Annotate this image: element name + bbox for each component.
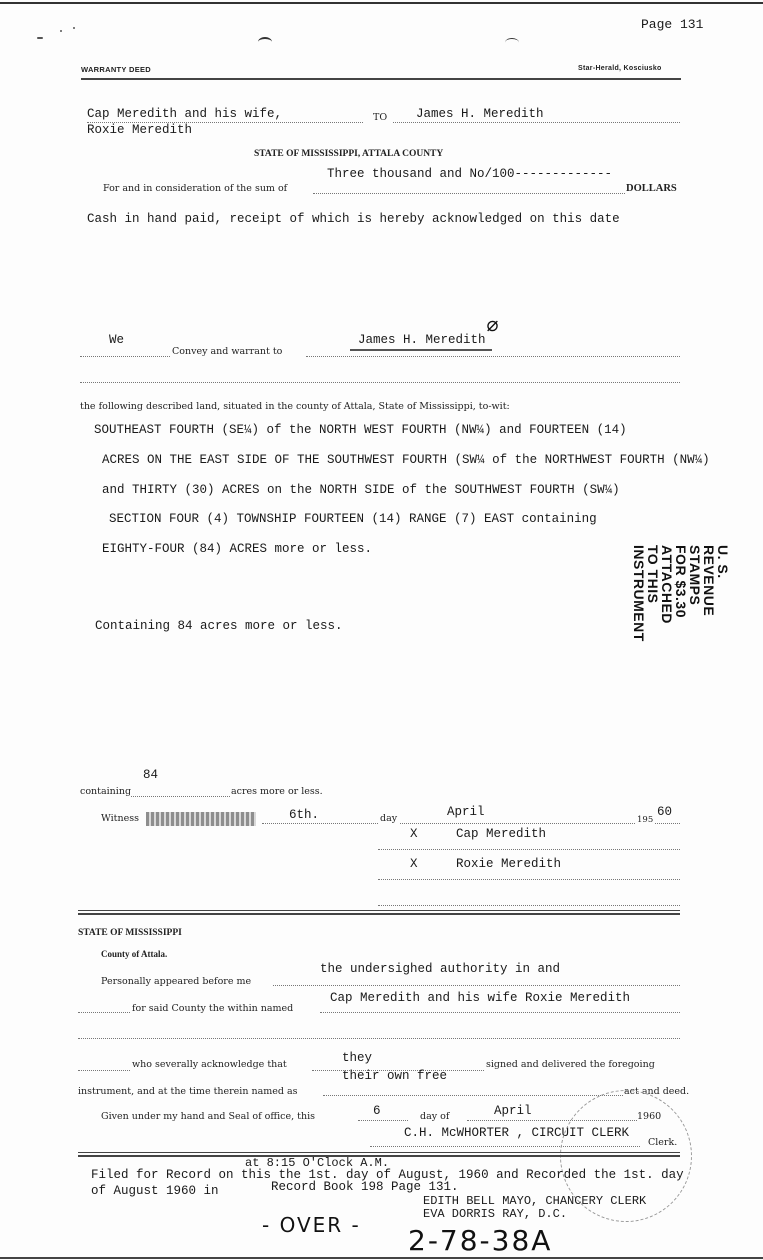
payment-terms: Cash in hand paid, receipt of which is hereby acknowledged on this date	[87, 212, 620, 226]
legal-description-line: ACRES ON THE EAST SIDE OF THE SOUTHWEST FOURTH (SW¼ of the NORTHWEST FOURTH (NW¼)	[102, 453, 710, 467]
legal-description-line: EIGHTY-FOUR (84) ACRES more or less.	[102, 542, 373, 556]
containing-acres-typed: Containing 84 acres more or less.	[95, 619, 343, 633]
scan-speck	[73, 27, 75, 29]
ack-act-line	[323, 1095, 623, 1096]
signature-mark: X	[410, 827, 418, 841]
acres-more-or-less-label: acres more or less.	[231, 786, 323, 797]
signature-mark: X	[410, 857, 418, 871]
day-label: day	[380, 813, 398, 824]
ack-named-line-pre	[78, 1012, 130, 1013]
ack-authority-line	[273, 985, 680, 986]
convey-warrant-label: Convey and warrant to	[172, 346, 283, 357]
state-county-heading: STATE OF MISSISSIPPI, ATTALA COUNTY	[254, 149, 444, 159]
chancery-clerk-name: EDITH BELL MAYO, CHANCERY CLERK	[423, 1194, 647, 1208]
handwritten-over-note: - OVER -	[262, 1213, 361, 1237]
ack-county-label: for said County the within named	[132, 1003, 294, 1014]
header-rule	[81, 78, 681, 80]
conveyance-field-line	[306, 356, 680, 357]
grantee-field-line	[393, 122, 680, 123]
ack-given-day-line	[358, 1120, 408, 1121]
page-number: Page 131	[641, 17, 704, 32]
ack-given-label: Given under my hand and Seal of office, this	[101, 1111, 315, 1122]
deputy-clerk-name: EVA DORRIS RAY, D.C.	[423, 1207, 568, 1221]
section-divider	[78, 1152, 680, 1153]
handwritten-file-number: 2-78-38A	[408, 1224, 553, 1257]
scan-mark-arc	[505, 38, 519, 47]
land-description-intro: the following described land, situated in the county of Attala, State of Mississippi, to-wit:	[80, 401, 510, 412]
containing-label: containing	[80, 786, 132, 797]
legal-description-line: and THIRTY (30) ACRES on the NORTH SIDE of the SOUTHWEST FOURTH (SW¼)	[102, 483, 620, 497]
ack-act-deed-label: act and deed.	[624, 1086, 690, 1097]
ack-state-heading: STATE OF MISSISSIPPI	[78, 928, 182, 938]
year-prefix: 195	[637, 815, 654, 825]
witness-day-line	[262, 823, 378, 824]
revenue-stamp	[631, 545, 732, 725]
revenue-stamp-line: TO THIS INSTRUMENT	[631, 545, 661, 642]
witness-day-value: 6th.	[289, 808, 320, 822]
ack-appeared-label: Personally appeared before me	[101, 976, 252, 987]
signature-line	[378, 849, 680, 850]
filing-record-book: Record Book 198 Page 131.	[271, 1180, 459, 1194]
blank-field-line	[80, 382, 680, 383]
ack-day-of-label: day of	[420, 1111, 450, 1122]
grantor-word: We	[109, 333, 125, 347]
ack-instrument-label: instrument, and at the time therein named as	[78, 1086, 298, 1097]
ack-given-day: 6	[373, 1104, 381, 1118]
grantor-word-line	[80, 356, 170, 357]
signature-name: Roxie Meredith	[456, 857, 562, 871]
legal-description-line: SOUTHEAST FOURTH (SE¼) of the NORTH WEST FOURTH (NW¼) and FOURTEEN (14)	[94, 423, 627, 437]
to-label: TO	[373, 112, 388, 123]
struck-out-text	[146, 812, 256, 826]
dollars-label: DOLLARS	[626, 183, 677, 194]
ack-blank-line	[78, 1038, 680, 1039]
ack-given-month: April	[494, 1104, 532, 1118]
ack-named-line	[320, 1012, 680, 1013]
filing-statement: Filed for Record on this the 1st. day of August, 1960 and Recorded the 1st. day	[91, 1168, 684, 1182]
witness-month-line	[400, 823, 635, 824]
legal-description-line: SECTION FOUR (4) TOWNSHIP FOURTEEN (14) RANGE (7) EAST containing	[109, 512, 597, 526]
publisher-label: Star-Herald, Kosciusko	[578, 65, 662, 72]
witness-month-value: April	[447, 805, 485, 819]
consideration-amount: Three thousand and No/100-------------	[327, 167, 613, 181]
witness-label: Witness	[101, 813, 139, 824]
ack-given-year: 1960	[637, 1111, 662, 1122]
handwritten-mark: ⌀	[486, 312, 499, 336]
acres-value: 84	[143, 768, 159, 782]
signature-name: Cap Meredith	[456, 827, 547, 841]
filing-time: at 8:15 O'Clock A.M.	[245, 1156, 390, 1170]
scan-speck	[60, 30, 62, 32]
filing-of-month: of August 1960 in	[91, 1184, 219, 1198]
grantee-underline	[350, 349, 492, 351]
revenue-stamp-line: FOR $3.30 ATTACHED	[659, 545, 689, 624]
ack-act-value: their own free	[342, 1069, 448, 1083]
grantee-name: James H. Meredith	[416, 107, 544, 121]
scan-speck	[37, 37, 43, 39]
ack-authority-value: the undersighed authority in and	[320, 962, 561, 976]
signature-line	[378, 905, 680, 906]
section-divider	[78, 910, 680, 911]
ack-signed-label: signed and delivered the foregoing	[486, 1059, 655, 1070]
ack-named-parties: Cap Meredith and his wife Roxie Meredith	[330, 991, 631, 1005]
section-divider	[78, 913, 680, 915]
scan-top-border	[0, 2, 763, 4]
form-title: WARRANTY DEED	[81, 65, 152, 74]
ack-acknowledge-line-pre	[78, 1070, 130, 1071]
consideration-label: For and in consideration of the sum of	[103, 183, 288, 194]
signature-line	[378, 879, 680, 880]
ack-county-heading: County of Attala.	[101, 949, 168, 959]
ack-acknowledge-value: they	[342, 1051, 373, 1065]
ack-clerk-name: C.H. McWHORTER , CIRCUIT CLERK	[404, 1126, 630, 1140]
revenue-stamp-line: U. S. REVENUE STAMPS	[687, 545, 731, 617]
ack-acknowledge-label: who severally acknowledge that	[132, 1059, 287, 1070]
year-field-line	[655, 823, 680, 824]
year-value: 60	[657, 805, 673, 819]
grantor-name-line1: Cap Meredith and his wife,	[87, 107, 283, 121]
ack-clerk-label: Clerk.	[648, 1137, 678, 1148]
grantor-name-line2: Roxie Meredith	[87, 123, 193, 137]
acres-field-line	[131, 796, 230, 797]
scan-mark-arc	[258, 37, 272, 47]
scan-bottom-border	[0, 1257, 763, 1259]
consideration-field-line	[313, 193, 625, 194]
conveyance-grantee: James H. Meredith	[358, 333, 486, 347]
